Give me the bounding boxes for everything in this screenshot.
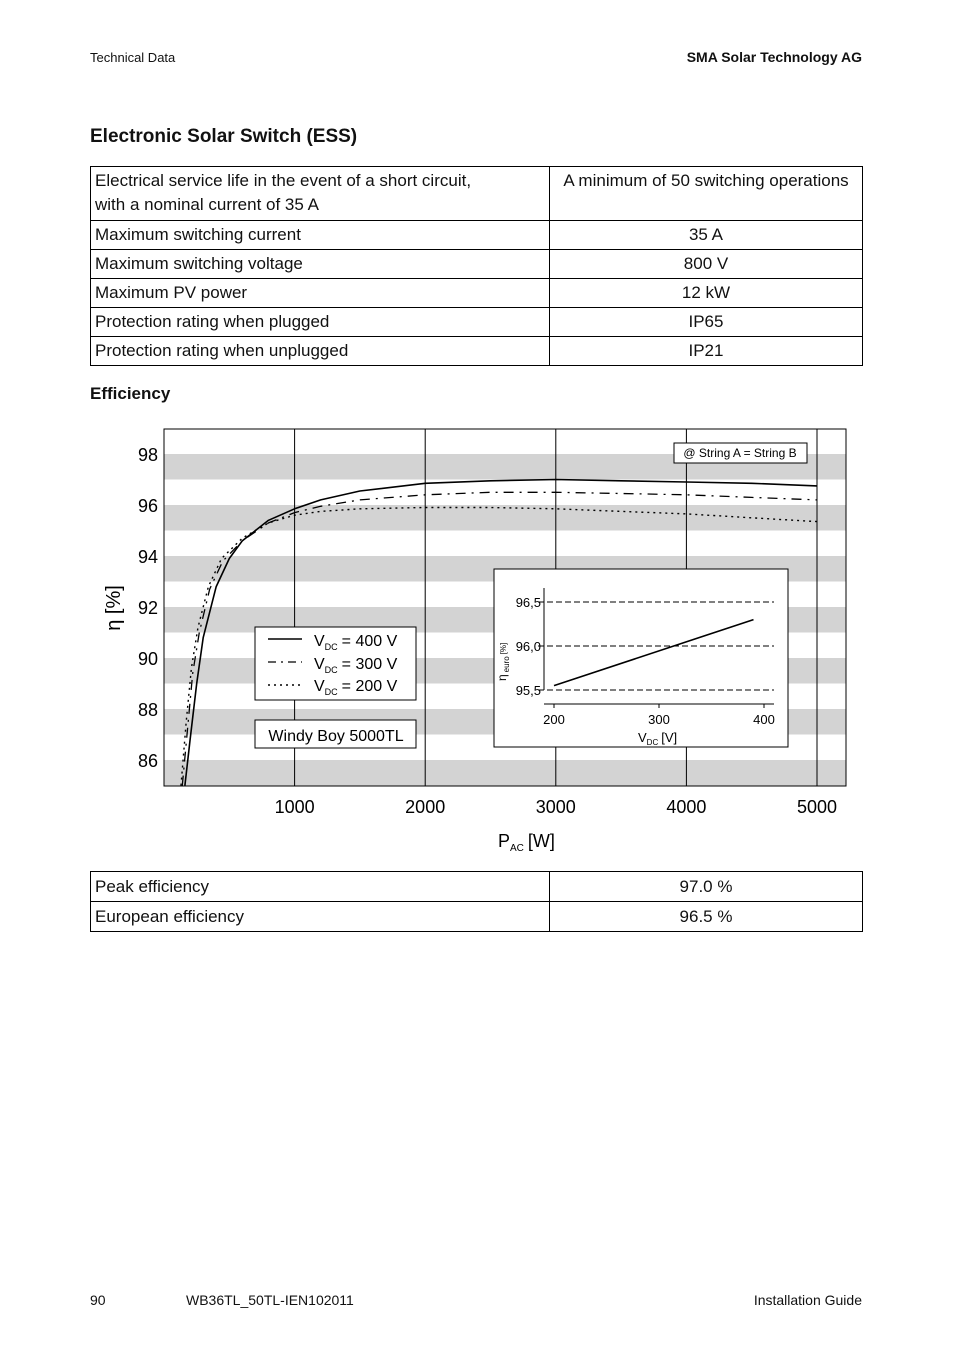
row-value: IP65 (550, 308, 863, 337)
shaded-band (164, 760, 846, 786)
inset-y-axis-label: $\eta_{euro}[\%]$ (495, 642, 511, 681)
y-tick-label: 86 (137, 751, 158, 771)
table-row (91, 221, 863, 250)
model-label: Windy Boy 5000TL (268, 728, 404, 745)
y-tick-label: 92 (137, 598, 158, 618)
table-row (91, 872, 863, 902)
row-value: 12 kW (550, 279, 863, 308)
row-label: Maximum switching voltage (91, 250, 550, 279)
inset-y-tick-label: 96,5 (515, 595, 541, 610)
x-tick-label: 5000 (796, 797, 838, 817)
row-value: IP21 (550, 337, 863, 366)
y-axis-label: η [%] (103, 585, 125, 631)
y-tick-label: 96 (137, 496, 158, 516)
ess-title: Electronic Solar Switch (ESS) (90, 126, 358, 147)
x-tick-label: 2000 (405, 797, 446, 817)
row-value: 800 V (550, 250, 863, 279)
row-value: A minimum of 50 switching operations (550, 167, 863, 221)
annotation-text: @ String A = String B (683, 446, 797, 460)
row-label: Peak efficiency (91, 872, 550, 902)
y-tick-label: 98 (137, 445, 158, 465)
x-tick-label: 1000 (274, 797, 315, 817)
inset-x-tick-label: 400 (753, 712, 775, 727)
table-row (91, 250, 863, 279)
inset-x-axis-label: $V_{DC}$ [V] (638, 730, 678, 747)
legend-label-1: $V_{DC} = 300$ V (314, 656, 398, 675)
row-value: 35 A (550, 221, 863, 250)
ess-table (90, 166, 863, 366)
table-row (91, 902, 863, 932)
table-row (91, 308, 863, 337)
document-type: Installation Guide (753, 1292, 862, 1308)
y-tick-label: 88 (137, 700, 158, 720)
row-label: Protection rating when plugged (91, 308, 550, 337)
row-label: Maximum switching current (91, 221, 550, 250)
row-label: Protection rating when unplugged (91, 337, 550, 366)
legend-label-2: $V_{DC} = 200$ V (314, 678, 398, 697)
inset-y-tick-label: 95,5 (515, 683, 541, 698)
row-label: Electrical service life in the event of a short circuit, with a nominal current of 35 A (91, 167, 550, 221)
inset-y-tick-label: 96,0 (515, 639, 541, 654)
inset-x-tick-label: 200 (543, 712, 565, 727)
row-label: European efficiency (91, 902, 550, 932)
row-value: 97.0 % (550, 872, 863, 902)
row-label: Maximum PV power (91, 279, 550, 308)
header-section: Technical Data (90, 50, 176, 65)
x-tick-label: 3000 (535, 797, 576, 817)
y-tick-label: 90 (137, 649, 158, 669)
efficiency-title: Efficiency (90, 384, 171, 403)
row-value: 96.5 % (550, 902, 863, 932)
legend-label-0: $V_{DC} = 400$ V (314, 633, 398, 652)
x-tick-label: 4000 (666, 797, 707, 817)
document-id: WB36TL_50TL-IEN102011 (186, 1292, 354, 1308)
inset-chart (494, 569, 788, 747)
table-row (91, 337, 863, 366)
table-row (91, 279, 863, 308)
header-company: SMA Solar Technology AG (686, 49, 862, 65)
y-tick-label: 94 (137, 547, 158, 567)
table-row (91, 167, 863, 221)
efficiency-table (90, 871, 863, 932)
inset-x-tick-label: 300 (648, 712, 670, 727)
x-axis-label: $P_{AC}$ [W] (498, 831, 555, 854)
page-number: 90 (90, 1292, 106, 1308)
efficiency-chart (90, 420, 860, 860)
